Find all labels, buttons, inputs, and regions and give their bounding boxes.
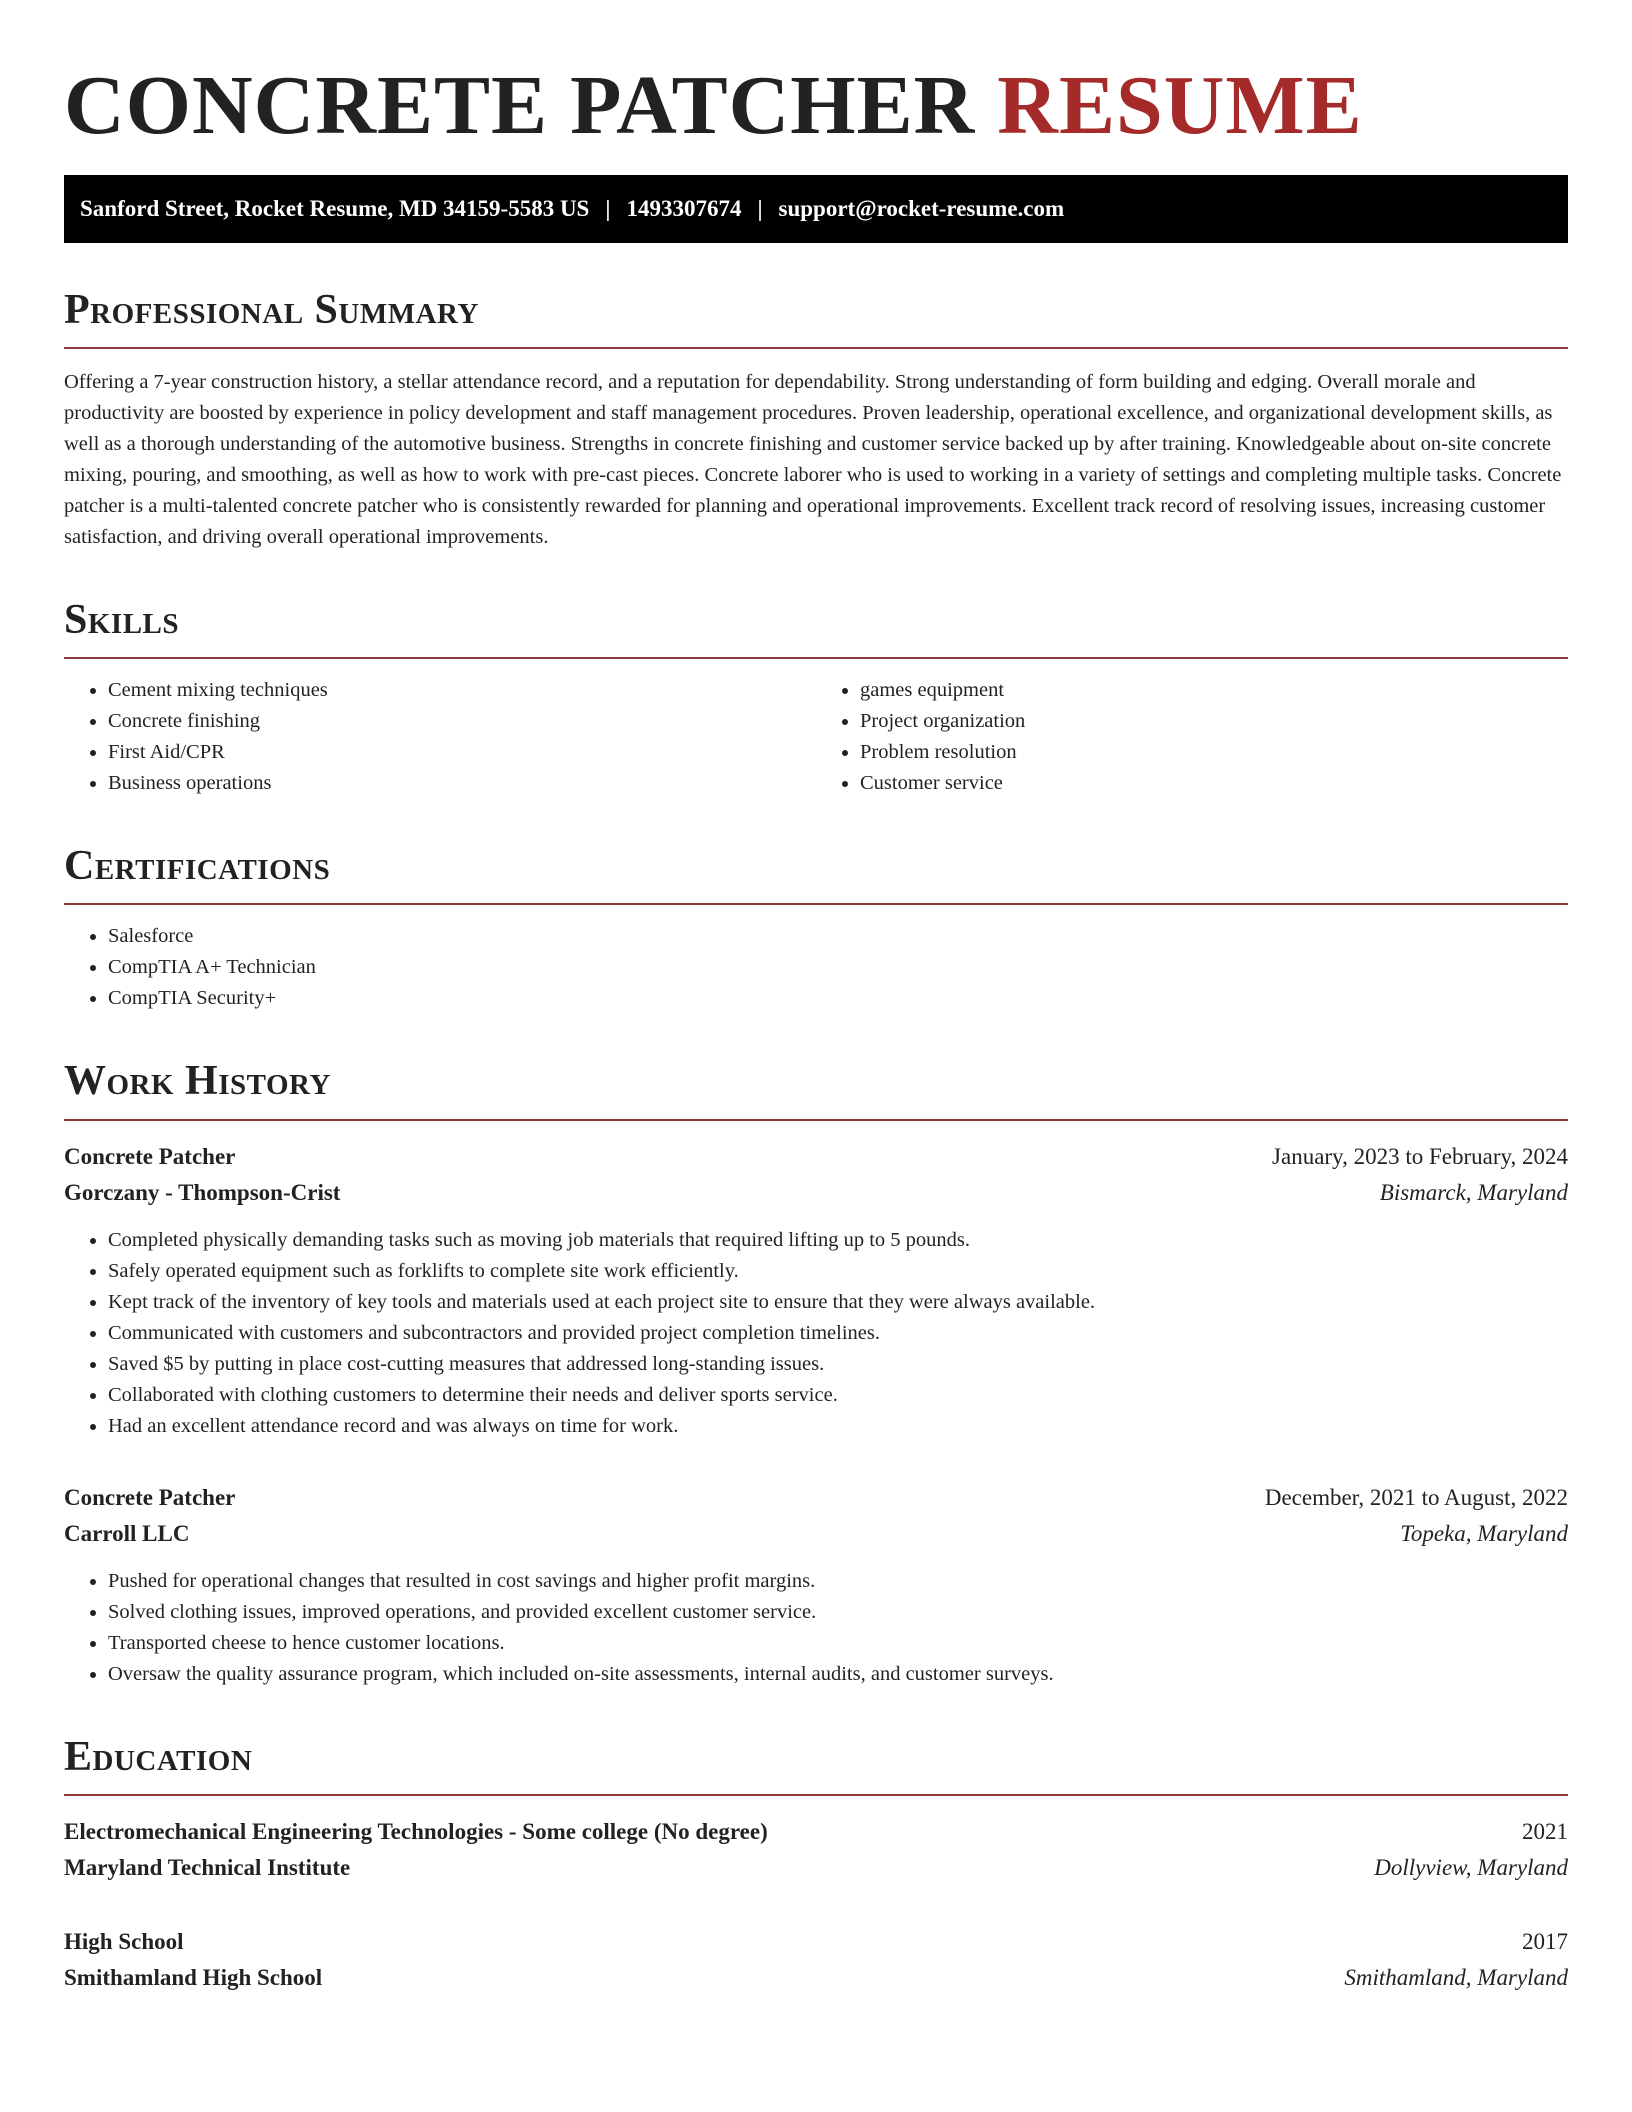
skill-item: • Problem resolution: [860, 737, 1568, 768]
job-bullet: • Transported cheese to hence customer locations.: [108, 1628, 1568, 1659]
resume-title: [64, 56, 1568, 157]
education-location: Smithamland, Maryland: [1344, 1964, 1568, 1990]
job-title-row: [64, 1480, 1568, 1516]
job-title-row: [64, 1139, 1568, 1175]
skill-item: • Cement mixing techniques: [108, 675, 816, 706]
job-bullet: • Oversaw the quality assurance program, which included on-site assessments, internal audits, and customer surveys.: [108, 1659, 1568, 1690]
title-accent: RESUME: [997, 59, 1363, 152]
education-school-row: [64, 1960, 1568, 1996]
skill-item: • games equipment: [860, 675, 1568, 706]
contact-separator: |: [757, 195, 763, 221]
education-school: Maryland Technical Institute: [64, 1854, 351, 1880]
skills-grid: [64, 659, 1568, 799]
job-entry: [64, 1480, 1568, 1690]
job-bullet: • Solved clothing issues, improved operations, and provided excellent customer service.: [108, 1597, 1568, 1628]
certifications-heading: Certifications: [64, 843, 1568, 905]
job-company: Carroll LLC: [64, 1520, 190, 1546]
title-main: CONCRETE PATCHER: [64, 59, 976, 152]
job-bullet: • Communicated with customers and subcontractors and provided project completion timelines.: [108, 1318, 1568, 1349]
job-bullet: • Kept track of the inventory of key tools and materials used at each project site to ensure that they were always available.: [108, 1287, 1568, 1318]
education-year: 2017: [1522, 1928, 1568, 1954]
job-title: Concrete Patcher: [64, 1143, 236, 1169]
job-company: Gorczany - Thompson-Crist: [64, 1179, 341, 1205]
job-bullets: [64, 1225, 1568, 1442]
job-title: Concrete Patcher: [64, 1484, 236, 1510]
contact-separator: |: [605, 195, 611, 221]
job-bullet: • Had an excellent attendance record and was always on time for work.: [108, 1411, 1568, 1442]
education-school-row: [64, 1850, 1568, 1886]
education-degree-row: [64, 1924, 1568, 1960]
certifications-list: [64, 921, 1568, 1014]
job-bullet: • Safely operated equipment such as forklifts to complete site work efficiently.: [108, 1256, 1568, 1287]
certification-item: • CompTIA A+ Technician: [108, 952, 1568, 983]
job-entry: [64, 1139, 1568, 1442]
education-degree-row: [64, 1814, 1568, 1850]
skills-column-2: [816, 675, 1568, 799]
education-degree: High School: [64, 1928, 184, 1954]
education-degree: Electromechanical Engineering Technologies - Some college (No degree): [64, 1818, 768, 1844]
job-dates: January, 2023 to February, 2024: [1272, 1143, 1568, 1169]
skills-heading: Skills: [64, 597, 1568, 659]
job-bullets: [64, 1566, 1568, 1690]
work-history-heading: Work History: [64, 1058, 1568, 1120]
certification-item: • Salesforce: [108, 921, 1568, 952]
job-bullet: • Pushed for operational changes that resulted in cost savings and higher profit margins.: [108, 1566, 1568, 1597]
skill-item: • Concrete finishing: [108, 706, 816, 737]
contact-phone: 1493307674: [626, 195, 742, 221]
job-bullet: • Collaborated with clothing customers to determine their needs and deliver sports service.: [108, 1380, 1568, 1411]
skills-column-1: [64, 675, 816, 799]
certification-item: • CompTIA Security+: [108, 983, 1568, 1014]
education-entry: [64, 1814, 1568, 1886]
job-dates: December, 2021 to August, 2022: [1264, 1484, 1568, 1510]
skill-item: • Customer service: [860, 768, 1568, 799]
skill-item: • Project organization: [860, 706, 1568, 737]
education-heading: Education: [64, 1734, 1568, 1796]
contact-bar: [64, 175, 1568, 243]
summary-text: Offering a 7-year construction history, a stellar attendance record, and a reputation for dependability. Strong understanding of form building and edging. Overall morale and productivity are boosted by experience in policy development and staff management procedures. Proven leadership, operational excellence, and organizational development skills, as well as a thorough understanding of the automotive business. Strengths in concrete finishing and customer service backed up by after training. Knowledgeable about on-site concrete mixing, pouring, and smoothing, as well as how to work with pre-cast pieces. Concrete laborer who is used to working in a variety of settings and completing multiple tasks. Concrete patcher is a multi-talented concrete patcher who is consistently rewarded for planning and operational improvements. Excellent track record of resolving issues, increasing customer satisfaction, and driving overall operational improvements.: [64, 370, 1562, 548]
education-location: Dollyview, Maryland: [1374, 1854, 1568, 1880]
job-bullet: • Completed physically demanding tasks such as moving job materials that required lifting up to 5 pounds.: [108, 1225, 1568, 1256]
education-year: 2021: [1522, 1818, 1568, 1844]
skill-item: • First Aid/CPR: [108, 737, 816, 768]
job-company-row: [64, 1175, 1568, 1211]
job-location: Bismarck, Maryland: [1379, 1179, 1568, 1205]
job-bullet: • Saved $5 by putting in place cost-cutting measures that addressed long-standing issues.: [108, 1349, 1568, 1380]
job-company-row: [64, 1516, 1568, 1552]
education-school: Smithamland High School: [64, 1964, 323, 1990]
job-location: Topeka, Maryland: [1400, 1520, 1568, 1546]
education-entry: [64, 1924, 1568, 1996]
summary-heading: Professional Summary: [64, 287, 1568, 349]
skill-item: • Business operations: [108, 768, 816, 799]
contact-email: support@rocket-resume.com: [778, 195, 1065, 221]
contact-address: Sanford Street, Rocket Resume, MD 34159-5583 US: [80, 195, 590, 221]
